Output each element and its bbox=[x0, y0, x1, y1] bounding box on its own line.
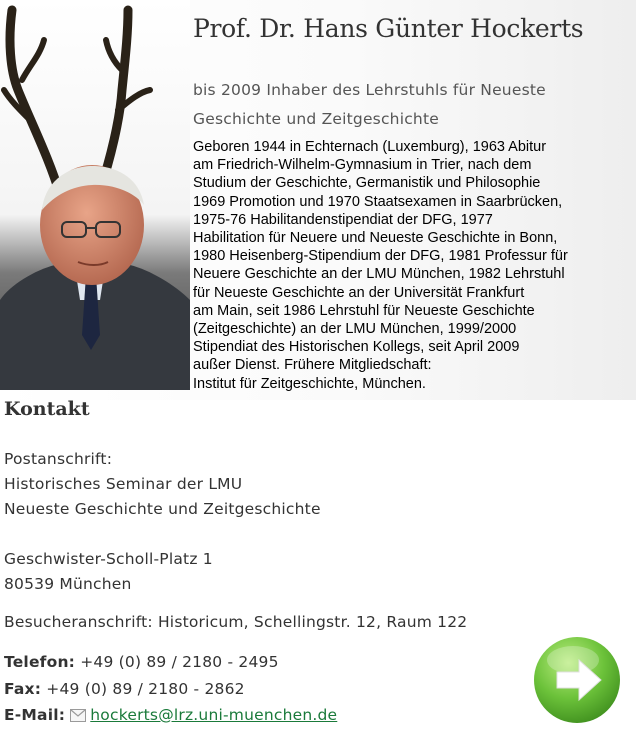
postal-line: Neueste Geschichte und Zeitgeschichte bbox=[4, 500, 321, 518]
email-row bbox=[4, 706, 337, 726]
bio-line: für Neueste Geschichte an der Universität Frankfurt bbox=[193, 284, 525, 301]
bio-line: 1975-76 Habilitandenstipendiat der DFG, 1977 bbox=[193, 211, 493, 228]
phone-number: +49 (0) 89 / 2180 - 2495 bbox=[75, 653, 279, 671]
profile-biography bbox=[193, 138, 618, 393]
portrait-photo bbox=[0, 0, 190, 390]
bio-line: Studium der Geschichte, Germanistik und Philosophie bbox=[193, 175, 541, 192]
bio-line: Institut für Zeitgeschichte, München. bbox=[193, 375, 426, 392]
role-line: Geschichte und Zeitgeschichte bbox=[193, 110, 439, 128]
arrow-right-icon bbox=[533, 636, 621, 724]
fax-number: +49 (0) 89 / 2180 - 2862 bbox=[41, 680, 245, 698]
bio-line: am Friedrich-Wilhelm-Gymnasium in Trier, nach dem bbox=[193, 157, 532, 174]
bio-line: Habilitation für Neuere und Neueste Geschichte in Bonn, bbox=[193, 230, 558, 247]
profile-role bbox=[193, 76, 613, 134]
bio-line: Stipendiat des Historischen Kollegs, seit April 2009 bbox=[193, 339, 520, 356]
fax-row bbox=[4, 680, 245, 698]
bio-line: Neuere Geschichte an der LMU München, 1982 Lehrstuhl bbox=[193, 266, 565, 283]
bio-line: 1969 Promotion und 1970 Staatsexamen in Saarbrücken, bbox=[193, 193, 563, 210]
email-label: E-Mail: bbox=[4, 706, 66, 724]
portrait-image bbox=[0, 0, 190, 390]
bio-line: 1980 Heisenberg-Stipendium der DFG, 1981 Professur für bbox=[193, 248, 568, 265]
bio-line: außer Dienst. Frühere Mitgliedschaft: bbox=[193, 357, 432, 374]
role-line: bis 2009 Inhaber des Lehrstuhls für Neueste bbox=[193, 81, 546, 99]
email-link[interactable]: hockerts@lrz.uni-muenchen.de bbox=[90, 706, 338, 724]
next-button[interactable] bbox=[533, 636, 621, 724]
bio-line: am Main, seit 1986 Lehrstuhl für Neueste Geschichte bbox=[193, 302, 535, 319]
mail-icon bbox=[70, 708, 86, 726]
city-address: 80539 München bbox=[4, 575, 132, 593]
phone-row bbox=[4, 653, 279, 671]
contact-heading: Kontakt bbox=[4, 398, 90, 420]
postal-line: Historisches Seminar der LMU bbox=[4, 475, 243, 493]
visitor-address: Besucheranschrift: Historicum, Schellingstr. 12, Raum 122 bbox=[4, 613, 468, 631]
postal-label: Postanschrift: bbox=[4, 450, 113, 468]
fax-label: Fax: bbox=[4, 680, 42, 698]
profile-name: Prof. Dr. Hans Günter Hockerts bbox=[193, 14, 584, 43]
street-address: Geschwister-Scholl-Platz 1 bbox=[4, 550, 213, 568]
phone-label: Telefon: bbox=[4, 653, 76, 671]
bio-line: (Zeitgeschichte) an der LMU München, 1999/2000 bbox=[193, 321, 517, 338]
bio-line: Geboren 1944 in Echternach (Luxemburg), 1963 Abitur bbox=[193, 139, 547, 155]
